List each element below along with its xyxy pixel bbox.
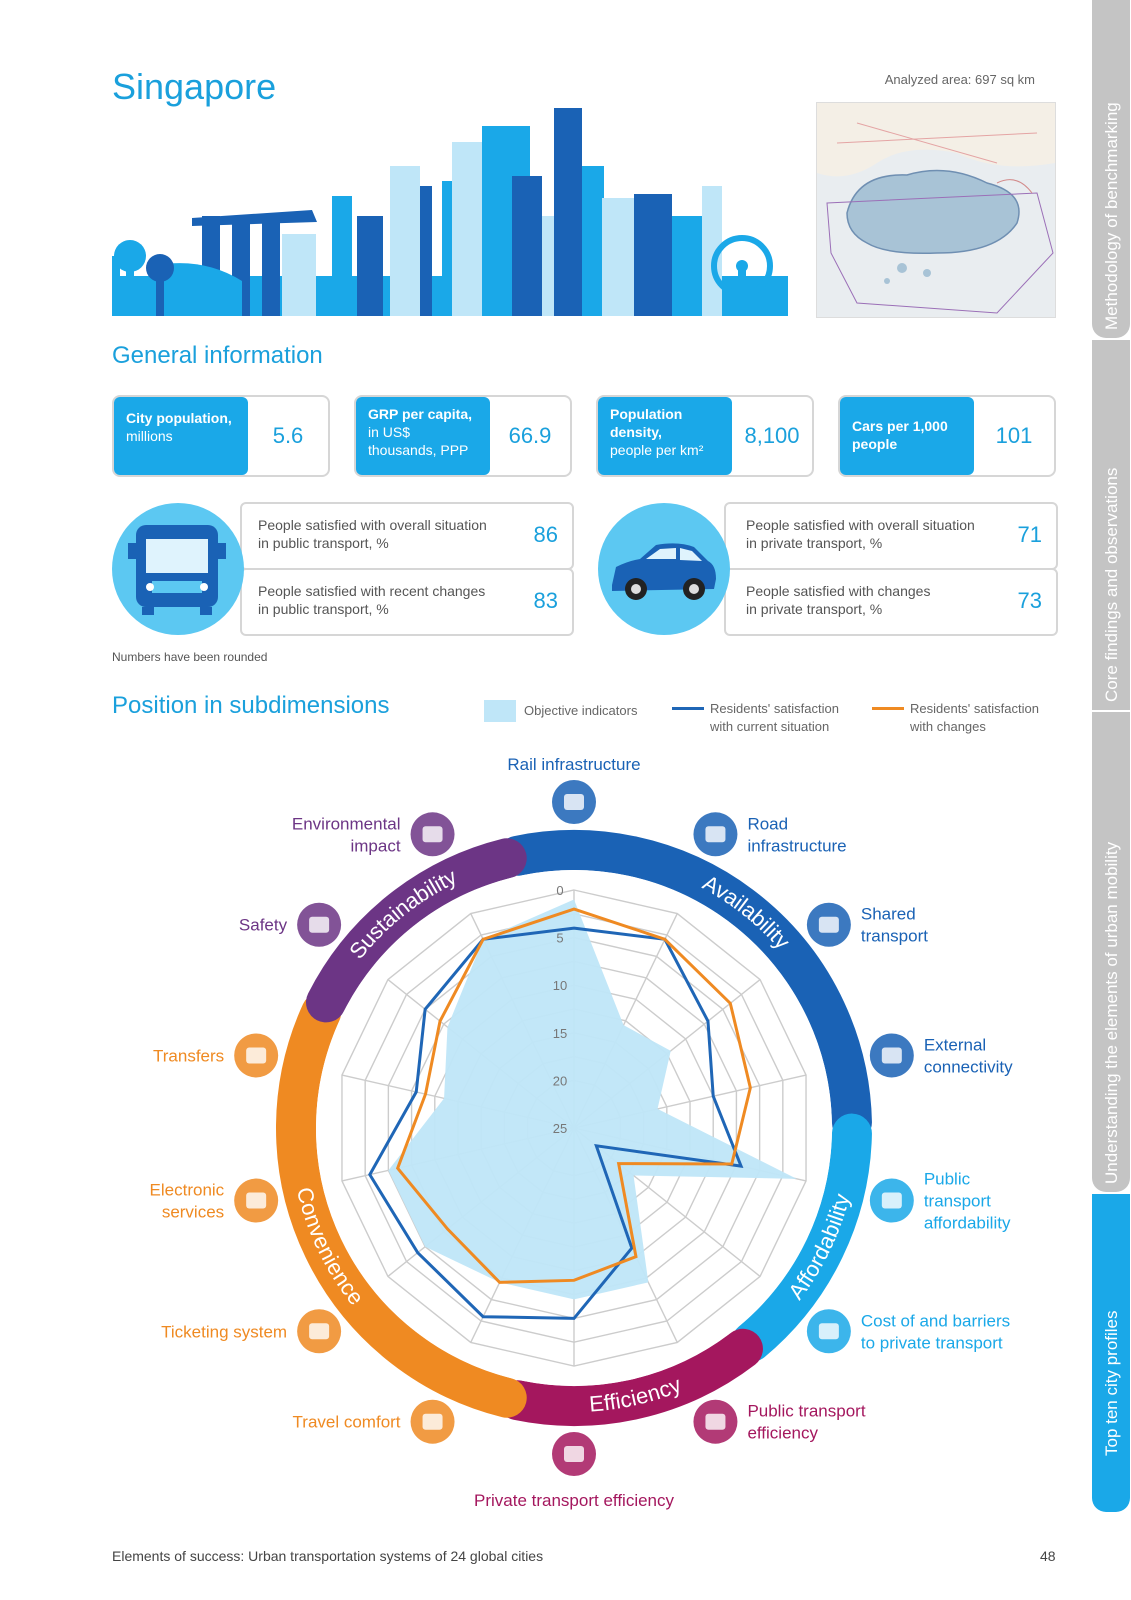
- sat-public-overall: [240, 502, 574, 570]
- general-info-title: General information: [112, 342, 323, 369]
- category-label: Public transport affordability: [923, 1169, 1011, 1233]
- analyzed-area-label: Analyzed area: 697 sq km: [884, 72, 1035, 87]
- category-label: Travel comfort: [292, 1412, 401, 1432]
- toll-icon: [807, 1309, 851, 1353]
- category-label: Transfers: [153, 1046, 225, 1066]
- stat-value: 66.9: [508, 423, 552, 448]
- category-label: Safety: [238, 915, 288, 935]
- sat-text: People satisfied with changes in private transport, %: [746, 583, 931, 617]
- page-number: 48: [1040, 1548, 1056, 1564]
- stat-grp-per-capita: [354, 395, 572, 477]
- rounding-note: Numbers have been rounded: [112, 650, 268, 664]
- sidebar-item-understanding[interactable]: [1092, 712, 1130, 1192]
- radar-tick-label: 10: [552, 978, 568, 994]
- category-label: Ticketing system: [161, 1322, 288, 1342]
- group-label: Convenience: [291, 1184, 370, 1310]
- radar-tick-label: 0: [556, 883, 564, 898]
- sat-public-changes: [240, 568, 574, 636]
- sat-value: 86: [533, 522, 558, 547]
- category-label: Shared transport: [860, 904, 928, 946]
- stat-label: City population, millions: [114, 397, 248, 475]
- stat-label: Cars per 1,000 people: [840, 397, 974, 475]
- sidebar-item-label: Top ten city profiles: [1102, 1310, 1121, 1456]
- running-person-icon: [693, 1400, 737, 1444]
- bus-icon: [112, 503, 244, 635]
- ticket-machine-icon: [870, 1179, 914, 1223]
- legend-swatch-line: [672, 707, 704, 710]
- safety-icon: [297, 903, 341, 947]
- group-label: Affordability: [783, 1191, 855, 1304]
- sidebar-item-label: Methodology of benchmarking: [1102, 102, 1121, 330]
- airplane-icon: [870, 1033, 914, 1077]
- stat-population-density: [596, 395, 814, 477]
- sidebar-item-methodology[interactable]: [1092, 0, 1130, 338]
- stat-label: GRP per capita, in US$ thousands, PPP: [356, 397, 490, 475]
- legend-label: Residents' satisfaction with current situation: [710, 701, 839, 734]
- group-label: Efficiency: [588, 1371, 685, 1417]
- skyline-illustration: [112, 106, 788, 316]
- sidebar-item-label: Understanding the elements of urban mobility: [1102, 841, 1121, 1184]
- category-label: Cost of and barriers to private transport: [860, 1311, 1011, 1353]
- ticket-icon: [297, 1309, 341, 1353]
- road-icon: [693, 812, 737, 856]
- train-icon: [552, 780, 596, 824]
- legend-label: Residents' satisfaction with changes: [910, 701, 1039, 734]
- stat-label: Population density, people per km²: [598, 397, 732, 475]
- category-label: Electronic services: [149, 1180, 225, 1222]
- stat-city-population: [112, 395, 330, 477]
- stat-cars-per-1000: [838, 395, 1056, 477]
- positions-title: Position in subdimensions: [112, 692, 390, 719]
- phone-icon: [234, 1179, 278, 1223]
- radar-tick-label: 15: [552, 1025, 568, 1041]
- legend-swatch-area: [484, 700, 516, 722]
- sat-text: People satisfied with overall situation in public transport, %: [258, 517, 487, 551]
- category-label: Environmental impact: [291, 814, 401, 856]
- sidebar-item-top-ten[interactable]: [1092, 1194, 1130, 1512]
- section-sidebar: [1092, 0, 1130, 1512]
- transfer-icon: [234, 1033, 278, 1077]
- footer-text: Elements of success: Urban transportation systems of 24 global cities: [112, 1548, 544, 1564]
- comfort-icon: [411, 1400, 455, 1444]
- radar-tick-label: 20: [552, 1073, 568, 1089]
- page-title: Singapore: [112, 66, 277, 107]
- environment-icon: [411, 812, 455, 856]
- sat-value: 83: [533, 588, 558, 613]
- category-label: Rail infrastructure: [507, 755, 641, 774]
- sidebar-item-label: Core findings and observations: [1102, 467, 1121, 702]
- category-label: Road infrastructure: [747, 814, 847, 856]
- category-label: Public transport efficiency: [747, 1401, 866, 1443]
- stat-value: 101: [995, 423, 1033, 448]
- stat-value: 5.6: [272, 423, 304, 448]
- group-label: Availability: [698, 869, 796, 954]
- group-label: Sustainability: [344, 863, 461, 964]
- sat-private-changes: [724, 568, 1058, 636]
- sat-value: 73: [1017, 588, 1042, 613]
- stat-value: 8,100: [744, 423, 800, 448]
- sat-text: People satisfied with recent changes in public transport, %: [258, 583, 486, 617]
- traffic-icon: [552, 1432, 596, 1476]
- bike-share-icon: [807, 903, 851, 947]
- legend-label: Objective indicators: [524, 703, 638, 718]
- area-map: [816, 102, 1056, 318]
- category-label: Private transport efficiency: [474, 1491, 674, 1510]
- radar-chart: [0, 740, 1090, 1520]
- car-icon: [598, 503, 730, 635]
- category-label: External connectivity: [923, 1035, 1013, 1077]
- sat-text: People satisfied with overall situation in private transport, %: [746, 517, 975, 551]
- radar-tick-label: 5: [556, 930, 564, 946]
- radar-tick-label: 25: [552, 1121, 568, 1136]
- sidebar-item-core-findings[interactable]: [1092, 340, 1130, 710]
- legend-swatch-line: [872, 707, 904, 710]
- sat-private-overall: [724, 502, 1058, 570]
- sat-value: 71: [1017, 522, 1042, 547]
